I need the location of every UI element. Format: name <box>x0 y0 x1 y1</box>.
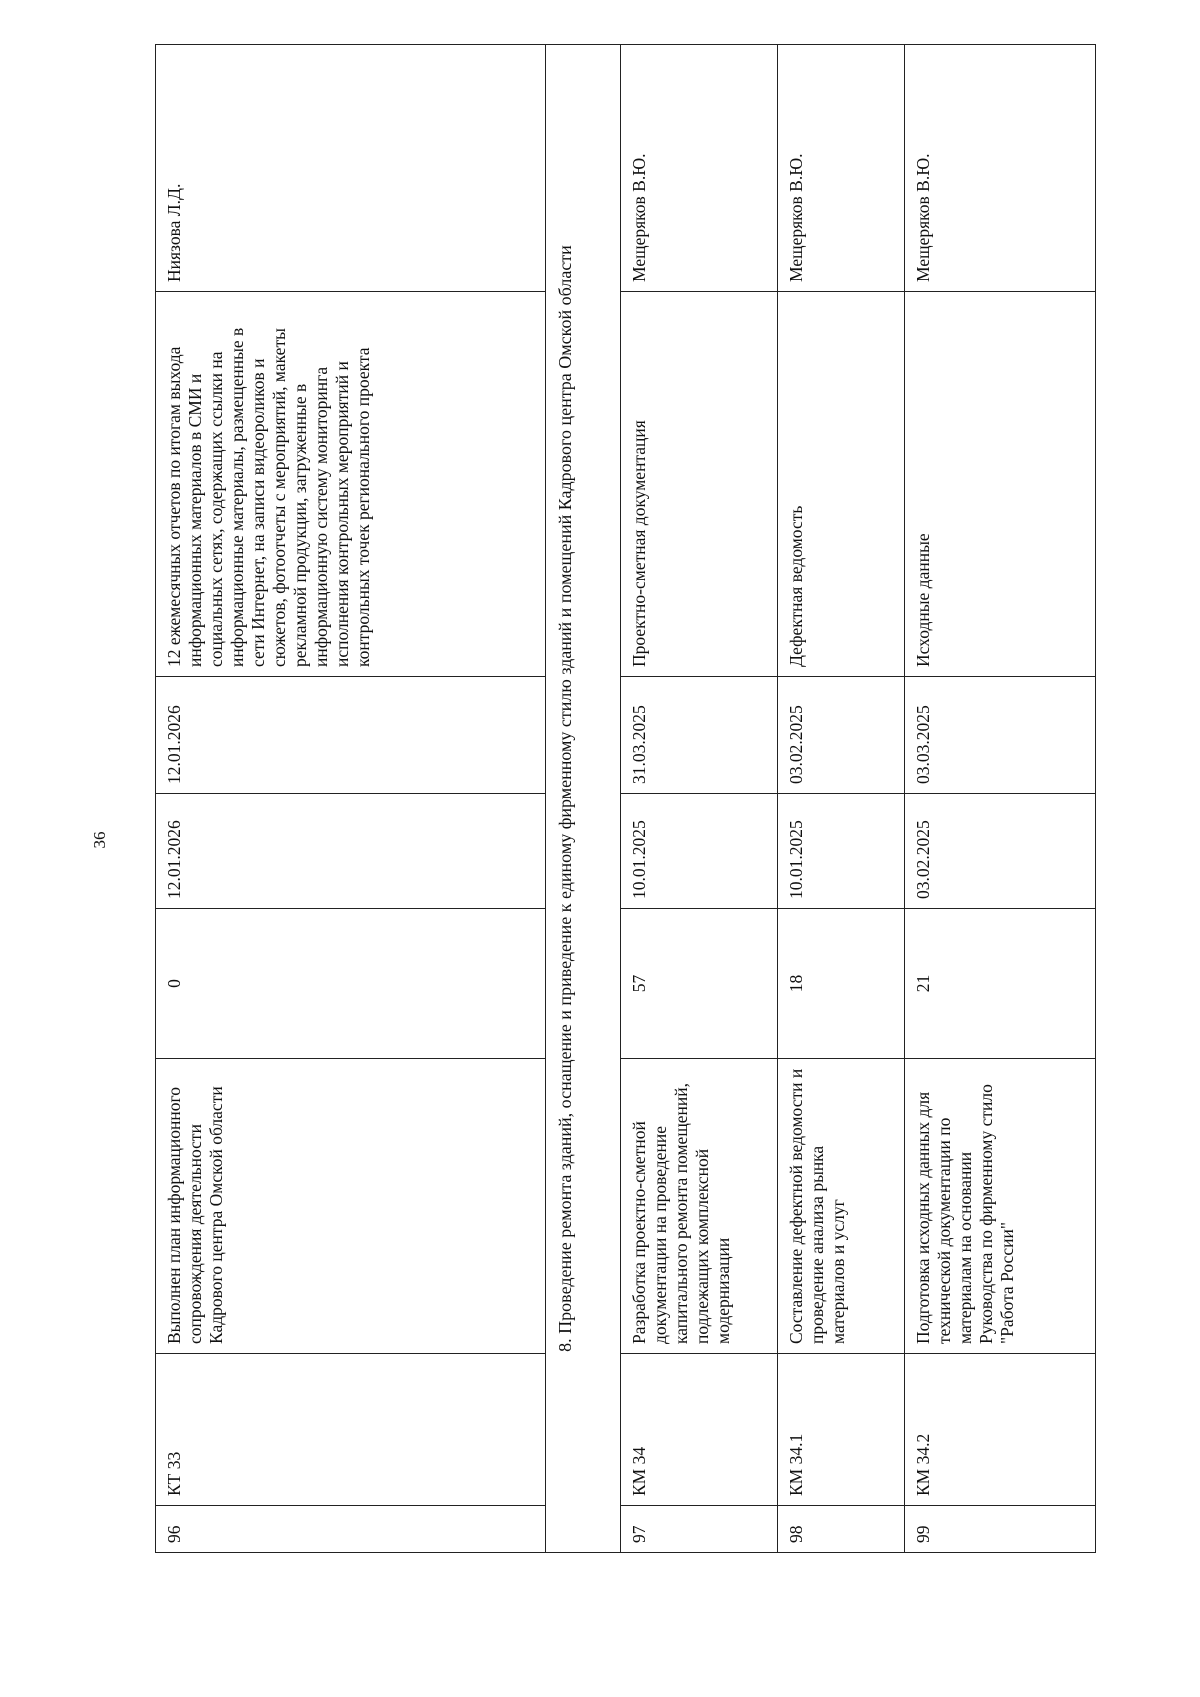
row-result: 12 ежемесячных отчетов по итогам выхода информационных материалов в СМИ и социальных сетях, содержащих ссылки на информационные материалы, размещенные в сети Интернет, на записи видеороликов и сюжетов, фотоотчеты с мероприятий, макеты рекламной продукции, загруженные в информационную систему мониторинга исполнения контрольных мероприятий и контрольных точек регионального проекта <box>156 292 546 677</box>
row-end-date: 03.02.2025 <box>778 677 905 794</box>
table-row <box>778 45 905 1553</box>
row-number: 99 <box>905 1506 1096 1553</box>
row-person: Ниязова Л.Д. <box>156 45 546 292</box>
row-start-date: 10.01.2025 <box>778 794 905 909</box>
row-name: Составление дефектной ведомости и проведение анализа рынка материалов и услуг <box>778 1059 905 1354</box>
row-result: Дефектная ведомость <box>778 292 905 677</box>
row-name: Разработка проектно-сметной документации на проведение капитального ремонта помещений, подлежащих комплексной модернизации <box>621 1059 778 1354</box>
row-result: Проектно-сметная документация <box>621 292 778 677</box>
section-row <box>546 45 621 1553</box>
row-name: Выполнен план информационного сопровождения деятельности Кадрового центра Омской области <box>156 1059 546 1354</box>
row-count: 57 <box>621 909 778 1059</box>
row-number: 97 <box>621 1506 778 1553</box>
row-end-date: 03.03.2025 <box>905 677 1096 794</box>
row-person: Мещеряков В.Ю. <box>778 45 905 292</box>
table-row <box>905 45 1096 1553</box>
row-person: Мещеряков В.Ю. <box>905 45 1096 292</box>
row-count: 0 <box>156 909 546 1059</box>
row-number: 96 <box>156 1506 546 1553</box>
row-name: Подготовка исходных данных для технической документации по материалам на основании Руководства по фирменному стило "Работа России" <box>905 1059 1096 1354</box>
page-number: 36 <box>90 831 109 849</box>
row-code: КТ 33 <box>156 1354 546 1506</box>
row-end-date: 12.01.2026 <box>156 677 546 794</box>
row-start-date: 03.02.2025 <box>905 794 1096 909</box>
row-end-date: 31.03.2025 <box>621 677 778 794</box>
row-result: Исходные данные <box>905 292 1096 677</box>
row-count: 18 <box>778 909 905 1059</box>
row-number: 98 <box>778 1506 905 1553</box>
rotated-table-wrapper <box>155 45 1095 1553</box>
row-code: КМ 34.2 <box>905 1354 1096 1506</box>
row-code: КМ 34.1 <box>778 1354 905 1506</box>
row-start-date: 10.01.2025 <box>621 794 778 909</box>
row-person: Мещеряков В.Ю. <box>621 45 778 292</box>
plan-table <box>155 44 1096 1553</box>
row-start-date: 12.01.2026 <box>156 794 546 909</box>
table-row <box>621 45 778 1553</box>
table-row <box>156 45 546 1553</box>
row-code: КМ 34 <box>621 1354 778 1506</box>
section-title: 8. Проведение ремонта зданий, оснащение и приведение к единому фирменному стилю зданий и помещений Кадрового центра Омской области <box>546 45 621 1553</box>
row-count: 21 <box>905 909 1096 1059</box>
